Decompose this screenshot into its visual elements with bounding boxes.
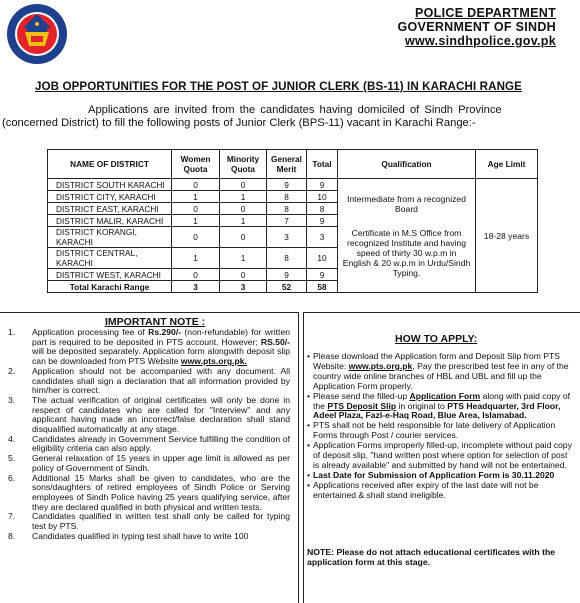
merit-cell: 8 xyxy=(267,248,307,269)
women-cell: 0 xyxy=(172,269,220,281)
merit-cell: 7 xyxy=(267,215,307,227)
district-cell: DISTRICT MALIR, KARACHI xyxy=(48,215,172,227)
apply-item: • Please send the filled-up Application Form along with paid copy of the PTS Deposit Slip in original to PTS Headquarter, 3rd Floor, Adeel Plaza, Fazl-e-Haq Road, Blue Area, Islamabad. xyxy=(307,392,572,422)
important-note-list xyxy=(0,328,290,541)
note-item: 3. The actual verification of original certificates will only be done in respect of candidates who are called for "Interview" and any applicant having made an incorrect/false declaration shall stand disqualified automatically at any stage. xyxy=(8,394,290,435)
minority-cell: 1 xyxy=(220,191,267,203)
col-women: Women Quota xyxy=(172,150,220,179)
how-to-apply-title: HOW TO APPLY: xyxy=(395,333,478,345)
col-age: Age Limit xyxy=(476,150,538,179)
pts-website-link[interactable]: www.pts.org.pk xyxy=(348,360,413,371)
total-label-cell: Total Karachi Range xyxy=(48,281,172,293)
important-note-title: IMPORTANT NOTE : xyxy=(105,316,206,328)
total-cell: 10 xyxy=(307,248,338,269)
table-row xyxy=(48,179,538,191)
total-cell: 9 xyxy=(307,179,338,191)
women-cell: 0 xyxy=(172,179,220,191)
footer-note: NOTE: Please do not attach educational certificates with the application form at this stage. xyxy=(307,547,556,567)
women-cell: 0 xyxy=(172,227,220,248)
page-title: JOB OPPORTUNITIES FOR THE POST OF JUNIOR CLERK (BS-11) IN KARACHI RANGE xyxy=(35,80,522,93)
minority-cell: 0 xyxy=(220,227,267,248)
col-district: NAME OF DISTRICT xyxy=(48,150,172,179)
pts-website-link[interactable]: www.pts.org.pk. xyxy=(180,356,247,367)
government-name: GOVERNMENT OF SINDH xyxy=(397,20,556,34)
minority-cell: 0 xyxy=(220,269,267,281)
posts-table xyxy=(47,149,538,293)
note-item: 8. Candidates qualified in typing test shall have to write 100 xyxy=(8,530,249,541)
how-to-apply-list xyxy=(307,352,572,501)
women-cell: 1 xyxy=(172,248,220,269)
grand-total-cell: 58 xyxy=(307,281,338,293)
total-cell: 8 xyxy=(307,203,338,215)
district-cell: DISTRICT SOUTH KARACHI xyxy=(48,179,172,191)
women-cell: 0 xyxy=(172,203,220,215)
intro-line-1: Applications are invited from the candidates having domiciled of Sindh Province xyxy=(88,104,502,116)
minority-cell: 0 xyxy=(220,203,267,215)
apply-item: • Please download the Application form and Deposit Slip from PTS Website: www.pts.org.pk, Pay the prescribed test fee in any of the country wide online branches of HBL and UBL and fill up the Application Form properly. xyxy=(307,352,572,392)
intro-line-2: (concerned District) to fill the following posts of Junior Clerk (BPS-11) vacant in Karachi Range:- xyxy=(2,117,476,129)
col-total: Total xyxy=(307,150,338,179)
intro-paragraph xyxy=(0,104,580,130)
district-cell: DISTRICT CENTRAL, KARACHI xyxy=(48,248,172,269)
note-item: 1. Application processing fee of Rs.290/- (non-refundable) for written part is required to be deposited in PTS account. However; RS.50/- will be deposited separately. Application form alongwith deposit slip can be downloaded from PTS Website www.pts.org.pk. xyxy=(8,327,290,367)
merit-cell: 9 xyxy=(267,179,307,191)
minority-cell: 1 xyxy=(220,215,267,227)
district-cell: DISTRICT EAST, KARACHI xyxy=(48,203,172,215)
qualification-cell xyxy=(338,179,476,293)
total-cell: 9 xyxy=(307,215,338,227)
minority-cell: 0 xyxy=(220,179,267,191)
note-item: 4. Candidates already in Government Service fulfilling the condition of eligibility criteria can also apply. xyxy=(8,433,290,454)
note-item: 7. Candidates qualified in written test shall only be called for typing test by PTS. xyxy=(8,511,290,532)
merit-total-cell: 52 xyxy=(267,281,307,293)
col-merit: General Merit xyxy=(267,150,307,179)
total-cell: 3 xyxy=(307,227,338,248)
merit-cell: 8 xyxy=(267,191,307,203)
minority-cell: 1 xyxy=(220,248,267,269)
merit-cell: 3 xyxy=(267,227,307,248)
age-limit-cell: 18-28 years xyxy=(476,179,538,293)
district-cell: DISTRICT KORANGI, KARACHI xyxy=(48,227,172,248)
note-item: 5. General relaxation of 15 years in upper age limit is allowed as per policy of Government of Sindh. xyxy=(8,453,290,473)
sindh-police-logo xyxy=(5,2,69,66)
col-minority: Minority Quota xyxy=(220,150,267,179)
district-cell: DISTRICT WEST, KARACHI xyxy=(48,269,172,281)
women-cell: 1 xyxy=(172,191,220,203)
women-cell: 1 xyxy=(172,215,220,227)
table-header-row xyxy=(48,150,538,179)
apply-item: • Applications received after expiry of the last date will not be entertained & shall stand ineligible. xyxy=(307,481,572,501)
merit-cell: 9 xyxy=(267,269,307,281)
total-cell: 10 xyxy=(307,191,338,203)
apply-item: • Application Forms improperly filled-up, incomplete without paid copy of deposit slip, "hand written post where option for selection of post is already available" and submitted by hand will not be entertained. xyxy=(307,441,572,471)
department-name: POLICE DEPARTMENT xyxy=(415,6,556,20)
merit-cell: 8 xyxy=(267,203,307,215)
last-date: Last Date for Submission of Application Form is 30.11.2020 xyxy=(313,469,555,480)
col-qualification: Qualification xyxy=(338,150,476,179)
qualification-part-1: Intermediate from a recognized Board xyxy=(347,193,466,214)
district-cell: DISTRICT CITY, KARACHI xyxy=(48,191,172,203)
qualification-part-2: Certificate in M.S Office from recognized Institute and having speed of thirty 30 w.p.m in English & 20 w.p.m in Urdu/Sindh Typing. xyxy=(342,227,471,278)
apply-item: • PTS shall not be held responsible for late delivery of Application Forms through Post / courier services. xyxy=(307,421,572,441)
women-total-cell: 3 xyxy=(172,281,220,293)
website-link[interactable]: www.sindhpolice.gov.pk xyxy=(404,34,556,48)
note-item: 6. Additional 15 Marks shall be given to candidates, who are the sons/daughters of retired employees of Sindh Police or Serving employees of Sindh Police having 25 years qualifying service, after they are declared qualified in both physical and written tests. xyxy=(8,472,290,512)
total-cell: 9 xyxy=(307,269,338,281)
note-item: 2. Application should not be accompanied with any document. All candidates shall sign a declaration that all information provided by him/her is correct. xyxy=(8,365,290,396)
minority-total-cell: 3 xyxy=(220,281,267,293)
department-header xyxy=(398,6,556,48)
